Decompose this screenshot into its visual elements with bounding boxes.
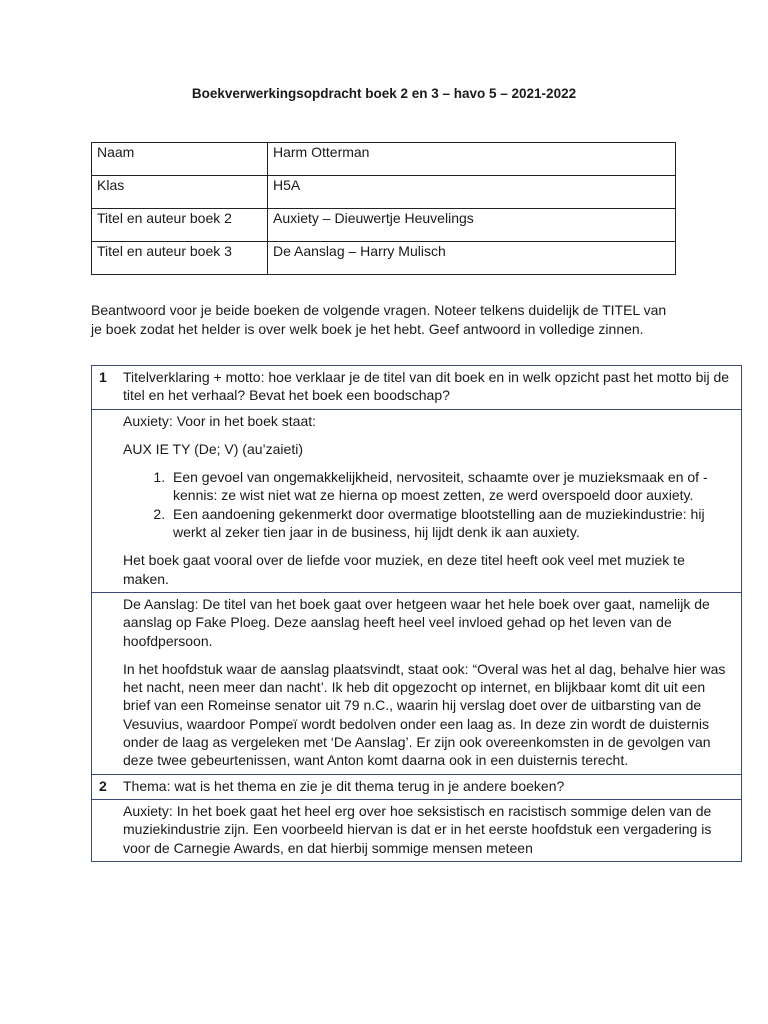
value-cell: H5A [268,176,676,209]
table-row [92,176,676,209]
number-spacer [92,593,118,774]
answer-paragraph: Het boek gaat vooral over de liefde voor muziek, en deze titel heeft ook veel met muziek te maken. [123,552,685,587]
question-number: 1 [99,369,107,385]
label-cell: Titel en auteur boek 3 [92,242,268,275]
label-cell: Naam [92,143,268,176]
answer-row [92,799,741,861]
question-row [92,366,741,409]
table-row [92,143,676,176]
page-title: Boekverwerkingsopdracht boek 2 en 3 – havo 5 – 2021-2022 [191,86,577,101]
answer-cell [118,593,741,774]
answer-row [92,592,741,774]
answer-paragraph: In het hoofdstuk waar de aanslag plaatsvindt, staat ook: “Overal was het al dag, behalve hier was het nacht, neen meer dan nacht’. Ik heb dit opgezocht op internet, en blijkbaar komt dit uit een brief van een Romeinse senator uit 79 n.C., waarin hij verslag doet over de uitbarsting van de Vesuvius, waardoor Pompeï wordt bedolven onder een laag as. In deze zin wordt de duisternis onder de laag as vergeleken met ‘De Aanslag’. Er zijn ook overeenkomsten in de gevolgen van deze twee gebeurtenissen, want Anton komt daarna ook in een duisternis terecht. [123,660,726,769]
answer-cell [118,800,741,861]
number-spacer [92,410,118,592]
list-item: 1. Een gevoel van ongemakkelijkheid, nervositeit, schaamte over je muzieksmaak en of -kennis: ze wist niet wat ze hierna op moest zetten, ze werd overspoeld door auxiety. [169,468,733,505]
answer-paragraph: Auxiety: Voor in het boek staat: [123,412,317,429]
question-text: Titelverklaring + motto: hoe verklaar je de titel van dit boek en in welk opzicht past het motto bij de titel en het verhaal? Bevat het boek een boodschap? [123,369,730,404]
questions-table [91,365,742,862]
table-row [92,209,676,242]
number-spacer [92,800,118,861]
value-cell: Auxiety – Dieuwertje Heuvelings [268,209,676,242]
list-item: 2. Een aandoening gekenmerkt door overmatige blootstelling aan de muziekindustrie: hij werkt al zeker tien jaar in de business, hij lijdt denk ik aan auxiety. [169,505,733,542]
question-text: Thema: wat is het thema en zie je dit thema terug in je andere boeken? [123,777,565,794]
answer-cell [118,410,741,592]
intro-text: Beantwoord voor je beide boeken de volgende vragen. Noteer telkens duidelijk de TITEL van je boek zodat het helder is over welk boek je het hebt. Geef antwoord in volledige zinnen. [91,302,667,337]
question-number: 2 [99,777,107,794]
question-row [92,774,741,799]
student-info-table [91,142,676,275]
answer-paragraph: AUX IE TY (De; V) (au’zaieti) [123,440,303,457]
definition-list [123,468,733,541]
value-cell: Harm Otterman [268,143,676,176]
table-row [92,242,676,275]
answer-row [92,409,741,592]
answer-paragraph: De Aanslag: De titel van het boek gaat over hetgeen waar het hele boek over gaat, namelijk de aanslag op Fake Ploeg. Deze aanslag heeft heel veel invloed gehad op het leven van de hoofdpersoon. [123,595,710,649]
questions-table-wrapper [91,365,742,921]
label-cell: Titel en auteur boek 2 [92,209,268,242]
label-cell: Klas [92,176,268,209]
value-cell: De Aanslag – Harry Mulisch [268,242,676,275]
answer-paragraph: Auxiety: In het boek gaat het heel erg over hoe seksistisch en racistisch sommige delen van de muziekindustrie zijn. Een voorbeeld hiervan is dat er in het eerste hoofdstuk een vergadering is voor de Carnegie Awards, en dat hierbij sommige mensen meteen [123,802,712,856]
